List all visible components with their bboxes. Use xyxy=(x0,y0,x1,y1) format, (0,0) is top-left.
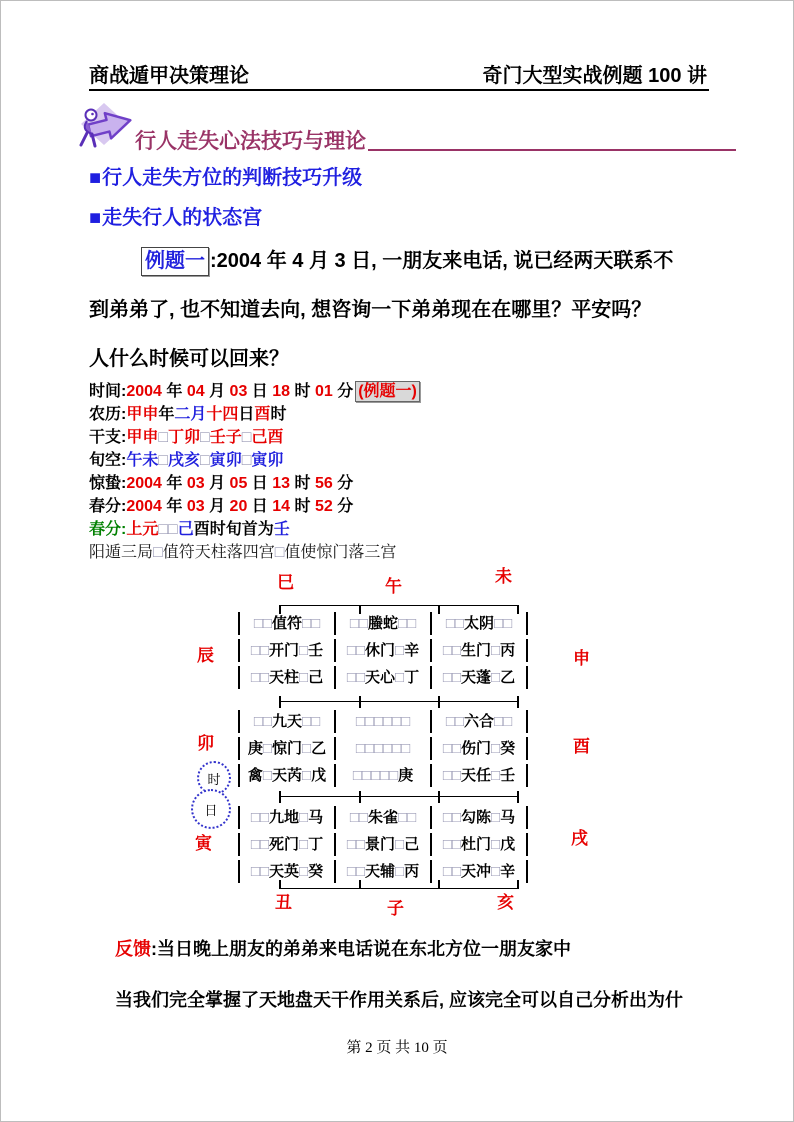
grid-text-row xyxy=(238,637,528,664)
grid-cell-text: □□螣蛇□□ xyxy=(349,615,417,632)
page-number: 第 2 页 共 10 页 xyxy=(346,1040,448,1056)
direction-label-午: 午 xyxy=(385,577,402,596)
info-segment: 时 xyxy=(290,498,315,515)
info-line xyxy=(89,518,420,541)
info-segment: 甲申 xyxy=(126,406,159,423)
info-segment: 甲申 xyxy=(126,429,159,446)
grid-cell-text: □□天英□癸 xyxy=(250,863,324,880)
square-bullet-icon: ■ xyxy=(89,207,102,229)
info-segment: 戌亥 xyxy=(168,452,201,469)
info-segment: 日 xyxy=(238,406,255,423)
grid-cell-text: □□天任□壬 xyxy=(442,767,516,784)
direction-label-酉: 酉 xyxy=(573,737,590,756)
grid-cell-text: □□死门□丁 xyxy=(250,836,324,853)
info-line xyxy=(89,403,420,426)
paragraph-line: 人什么时候可以回来？ xyxy=(89,348,289,370)
direction-label-未: 未 xyxy=(495,567,512,586)
info-line xyxy=(89,472,420,495)
info-segment: 52 xyxy=(314,498,333,515)
info-segment: 年 xyxy=(161,475,187,492)
grid-cell-text: 禽□天芮□戊 xyxy=(247,767,327,784)
grid-vertical-bar xyxy=(526,806,528,829)
grid-vertical-bar xyxy=(526,860,528,883)
grid-text-row xyxy=(238,735,528,762)
grid-cell-text: 庚□惊门□乙 xyxy=(247,740,327,757)
example-paragraph xyxy=(89,237,714,384)
info-segment: 寅卯 xyxy=(251,452,284,469)
grid-cell-text: □□天冲□辛 xyxy=(442,863,516,880)
grid-cell-text: □□□□□□ xyxy=(355,740,411,757)
info-segment: 惊蛰: xyxy=(89,475,127,492)
closing-line: 当我们完全掌握了天地盘天干作用关系后, 应该完全可以自己分析出为什 xyxy=(115,990,683,1010)
section-title: 行人走失心法技巧与理论 xyxy=(135,130,366,153)
header-rule xyxy=(89,89,709,91)
title-underline xyxy=(368,149,736,151)
info-segment: □ xyxy=(241,429,252,446)
direction-label-子: 子 xyxy=(387,899,404,918)
info-line xyxy=(89,495,420,518)
info-line xyxy=(89,380,420,403)
info-line xyxy=(89,449,420,472)
grid-cell-text: □□六合□□ xyxy=(445,713,513,730)
info-segment: □ xyxy=(158,429,169,446)
header-right-title: 奇门大型实战例题 100 讲 xyxy=(482,65,707,87)
grid-border-line xyxy=(279,701,519,702)
grid-border-line xyxy=(279,796,519,797)
grid-text-row xyxy=(238,804,528,831)
info-segment: 年 xyxy=(161,498,187,515)
info-segment: □ xyxy=(158,452,169,469)
info-segment: 年 xyxy=(161,383,187,400)
info-segment: 03 xyxy=(186,475,205,492)
direction-label-卯: 卯 xyxy=(197,734,214,753)
grid-cell-text: □□九地□马 xyxy=(250,809,324,826)
grid-cell-text: □□天辅□丙 xyxy=(346,863,420,880)
grid-cell-text: □□景门□己 xyxy=(346,836,420,853)
info-segment: 阳遁三局 xyxy=(89,544,154,561)
info-segment: 十四 xyxy=(206,406,239,423)
info-segment: □ xyxy=(200,429,210,446)
header-left-title: 商战遁甲决策理论 xyxy=(89,65,249,87)
grid-text-row xyxy=(238,762,528,789)
grid-border-line xyxy=(279,888,519,889)
info-segment: 05 xyxy=(229,475,248,492)
info-segment: □ xyxy=(241,452,252,469)
info-segment: 时 xyxy=(290,383,315,400)
info-segment: 己 xyxy=(177,521,194,538)
info-segment: 月 xyxy=(204,475,230,492)
grid-junction-tick xyxy=(517,696,519,708)
grid-junction-tick xyxy=(517,791,519,803)
info-segment: 壬子 xyxy=(209,429,242,446)
info-segment: □ xyxy=(153,544,163,561)
info-segment: 2004 xyxy=(126,475,162,492)
info-segment: 酉时旬首为 xyxy=(193,521,274,538)
grid-vertical-bar xyxy=(526,833,528,856)
direction-label-寅: 寅 xyxy=(195,834,212,853)
info-segment: 时 xyxy=(270,406,287,423)
grid-text-row xyxy=(238,831,528,858)
grid-cell-text: □□生门□丙 xyxy=(442,642,516,659)
grid-cell-text: □□朱雀□□ xyxy=(349,809,417,826)
grid-cell-text: □□开门□壬 xyxy=(250,642,324,659)
square-bullet-icon: ■ xyxy=(89,167,102,189)
grid-junction-tick xyxy=(359,696,361,708)
paragraph-line: 到弟弟了, 也不知道去向, 想咨询一下弟弟现在在哪里？平安吗？ xyxy=(89,299,652,321)
info-segment: 2004 xyxy=(126,498,162,515)
grid-cell-text: □□九天□□ xyxy=(253,713,321,730)
grid-cell-text: □□伤门□癸 xyxy=(442,740,516,757)
grid-text-row xyxy=(238,610,528,637)
grid-cell-text: □□□□□庚 xyxy=(352,767,414,784)
info-segment: 年 xyxy=(158,406,175,423)
info-segment: □□ xyxy=(158,521,178,538)
paragraph-line: 例题一 :2004 年 4 月 3 日, 一朋友来电话, 说已经两天联系不 xyxy=(89,237,714,286)
grid-cell-text: □□□□□□ xyxy=(355,713,411,730)
grid-cell-text: □□太阴□□ xyxy=(445,615,513,632)
grid-vertical-bar xyxy=(526,639,528,662)
stamp-circle-hour: 时 xyxy=(197,761,231,795)
info-segment: 时间: xyxy=(89,383,127,400)
info-segment: 己酉 xyxy=(251,429,284,446)
info-segment: 二月 xyxy=(174,406,207,423)
grid-cell-text: □□值符□□ xyxy=(253,615,321,632)
grid-vertical-bar xyxy=(526,612,528,635)
grid-text-row xyxy=(238,858,528,885)
info-segment: 值符天柱落四宫 xyxy=(162,544,275,561)
grid-cell-text: □□天心□丁 xyxy=(346,669,420,686)
grid-junction-tick xyxy=(279,791,281,803)
info-segment: 时 xyxy=(290,475,315,492)
grid-border-line xyxy=(279,605,519,606)
info-segment: 旬空: xyxy=(89,452,127,469)
info-segment: 03 xyxy=(229,383,248,400)
info-segment: 寅卯 xyxy=(209,452,242,469)
info-segment: □ xyxy=(200,452,210,469)
grid-cell-text: □□天柱□己 xyxy=(250,669,324,686)
heading-direction-judgment: ■行人走失方位的判断技巧升级 xyxy=(89,167,363,189)
grid-vertical-bar xyxy=(526,666,528,689)
info-segment: 农历: xyxy=(89,406,127,423)
arrow-figure-icon xyxy=(77,96,135,154)
info-segment: 日 xyxy=(247,498,273,515)
info-segment: 春分: xyxy=(89,521,127,538)
info-segment: 03 xyxy=(186,498,205,515)
info-segment: □ xyxy=(274,544,285,561)
grid-junction-tick xyxy=(279,696,281,708)
grid-cell-text: □□休门□辛 xyxy=(346,642,420,659)
grid-text-row xyxy=(238,708,528,735)
example-ref-box: (例题一) xyxy=(355,381,420,402)
grid-junction-tick xyxy=(438,791,440,803)
info-segment: 上元 xyxy=(126,521,159,538)
info-segment: 01 xyxy=(314,383,333,400)
grid-text-row xyxy=(238,664,528,691)
grid-vertical-bar xyxy=(526,764,528,787)
info-segment: 日 xyxy=(247,383,273,400)
example-label-box: 例题一 xyxy=(141,247,209,276)
heading-lost-person-palace: ■走失行人的状态宫 xyxy=(89,207,263,229)
info-segment: 13 xyxy=(272,475,291,492)
qimen-chart xyxy=(1,561,794,939)
grid-junction-tick xyxy=(438,696,440,708)
info-segment: 值使惊门落三宫 xyxy=(284,544,397,561)
info-segment: 04 xyxy=(186,383,205,400)
info-segment: 日 xyxy=(247,475,273,492)
info-segment: 丁卯 xyxy=(168,429,201,446)
direction-label-亥: 亥 xyxy=(497,893,514,912)
section-title-row xyxy=(135,125,736,155)
page-header xyxy=(89,59,707,88)
info-segment: 18 xyxy=(272,383,291,400)
info-segment: 月 xyxy=(204,498,230,515)
info-segment: 干支: xyxy=(89,429,127,446)
info-segment: 春分: xyxy=(89,498,127,515)
grid-cell-text: □□杜门□戊 xyxy=(442,836,516,853)
info-segment: 酉 xyxy=(254,406,271,423)
direction-label-申: 申 xyxy=(573,649,590,668)
grid-cell-text: □□天蓬□乙 xyxy=(442,669,516,686)
info-segment: 分 xyxy=(332,498,354,515)
grid-vertical-bar xyxy=(526,737,528,760)
stamp-circle-day: 日 xyxy=(191,789,231,829)
info-segment: 月 xyxy=(204,383,230,400)
info-segment: 14 xyxy=(272,498,291,515)
info-segment: 午未 xyxy=(126,452,159,469)
feedback-line: 反馈:当日晚上朋友的弟弟来电话说在东北方位一朋友家中 xyxy=(115,939,571,959)
info-segment: 56 xyxy=(314,475,333,492)
grid-junction-tick xyxy=(359,791,361,803)
info-segment: 分 xyxy=(332,383,354,400)
info-segment: 分 xyxy=(332,475,354,492)
info-segment: 2004 xyxy=(126,383,162,400)
info-segment: 20 xyxy=(229,498,248,515)
grid-cell-text: □□勾陈□马 xyxy=(442,809,516,826)
info-segment: 壬 xyxy=(273,521,290,538)
info-line xyxy=(89,426,420,449)
direction-label-巳: 巳 xyxy=(277,573,294,592)
direction-label-戌: 戌 xyxy=(571,829,588,848)
chart-info-block xyxy=(89,380,420,564)
direction-label-丑: 丑 xyxy=(275,893,292,912)
direction-label-辰: 辰 xyxy=(197,646,214,665)
grid-vertical-bar xyxy=(526,710,528,733)
feedback-label: 反馈 xyxy=(115,939,151,959)
